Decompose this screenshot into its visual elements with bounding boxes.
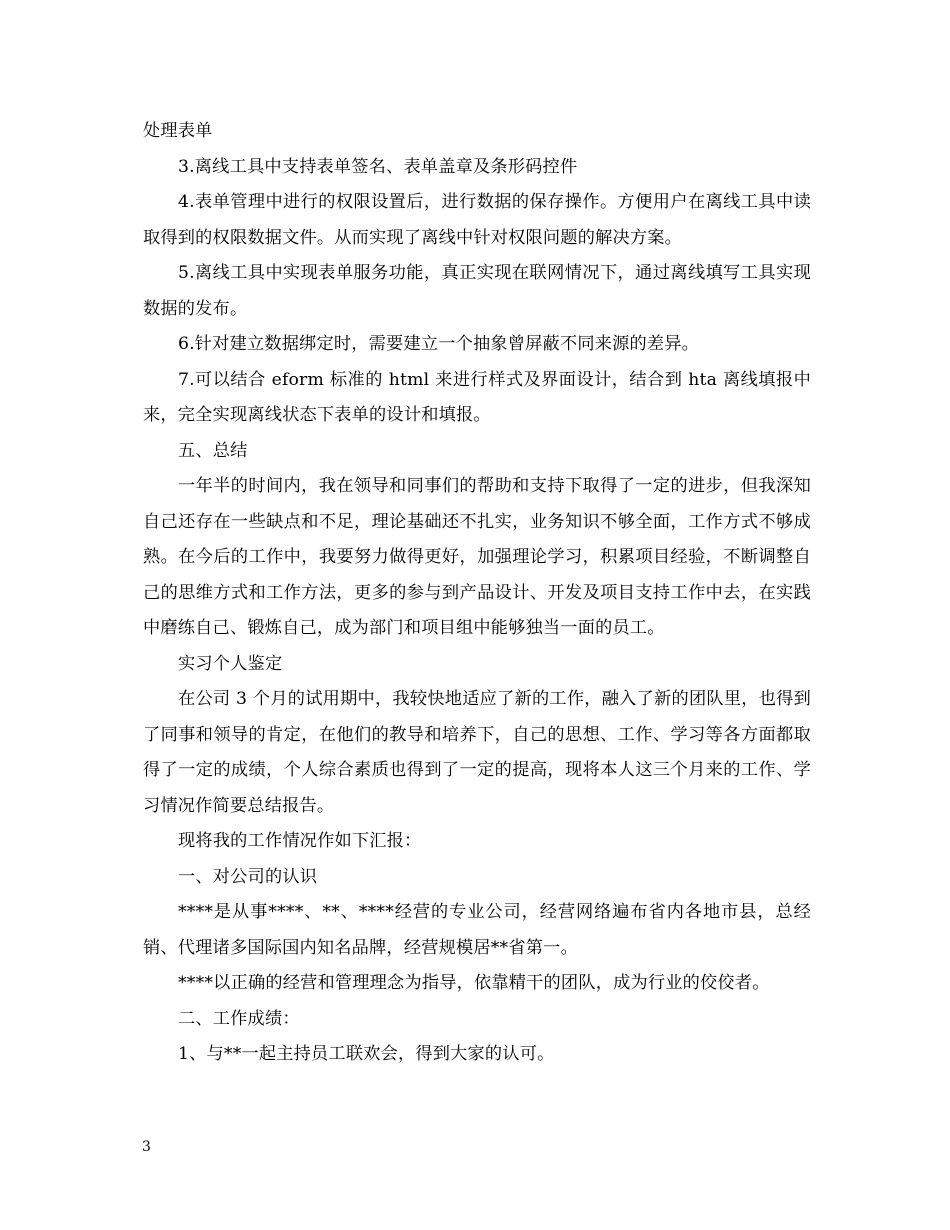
paragraph: 在公司 3 个月的试用期中，我较快地适应了新的工作，融入了新的团队里，也得到了同事和领导的肯定，在他们的教导和培养下，自己的思想、工作、学习等各方面都取得了一定的成绩，个人综合素质也得到了一定的提高，现将本人这三个月来的工作、学习情况作简要总结报告。 <box>143 689 811 816</box>
body-text <box>143 114 811 1073</box>
paragraph: 处理表单 <box>143 121 213 141</box>
section-heading: 一、对公司的认识 <box>178 866 318 887</box>
paragraph: 6.针对建立数据绑定时，需要建立一个抽象曾屏蔽不同来源的差异。 <box>178 334 700 354</box>
paragraph: 5.离线工具中实现表单服务功能，真正实现在联网情况下，通过离线填写工具实现数据的发布。 <box>143 263 811 319</box>
page-number: 3 <box>142 1139 151 1155</box>
paragraph: 1、与**一起主持员工联欢会，得到大家的认可。 <box>178 1044 555 1064</box>
paragraph: 一年半的时间内，我在领导和同事们的帮助和支持下取得了一定的进步，但我深知自己还存在一些缺点和不足，理论基础还不扎实，业务知识不够全面，工作方式不够成熟。在今后的工作中，我要努力做得更好，加强理论学习，积累项目经验，不断调整自己的思维方式和工作方法，更多的参与到产品设计、开发及项目支持工作中去，在实践中磨练自己、锻炼自己，成为部门和项目组中能够独当一面的员工。 <box>143 476 811 638</box>
paragraph: ****是从事****、**、****经营的专业公司，经营网络遍布省内各地市县，总经销、代理诸多国际国内知名品牌，经营规模居**省第一。 <box>143 902 811 958</box>
section-heading: 实习个人鉴定 <box>178 653 283 674</box>
paragraph: 3.离线工具中支持表单签名、表单盖章及条形码控件 <box>178 156 578 177</box>
section-heading: 二、工作成绩： <box>178 1008 300 1029</box>
paragraph: 7.可以结合 eform 标准的 html 来进行样式及界面设计，结合到 hta 离线填报中来，完全实现离线状态下表单的设计和填报。 <box>143 369 811 425</box>
paragraph: 现将我的工作情况作如下汇报： <box>178 831 422 851</box>
paragraph: 4.表单管理中进行的权限设置后，进行数据的保存操作。方便用户在离线工具中读取得到的权限数据文件。从而实现了离线中针对权限问题的解决方案。 <box>143 192 811 248</box>
paragraph: ****以正确的经营和管理理念为指导，依靠精干的团队，成为行业的佼佼者。 <box>178 973 770 993</box>
section-heading: 五、总结 <box>178 440 248 461</box>
